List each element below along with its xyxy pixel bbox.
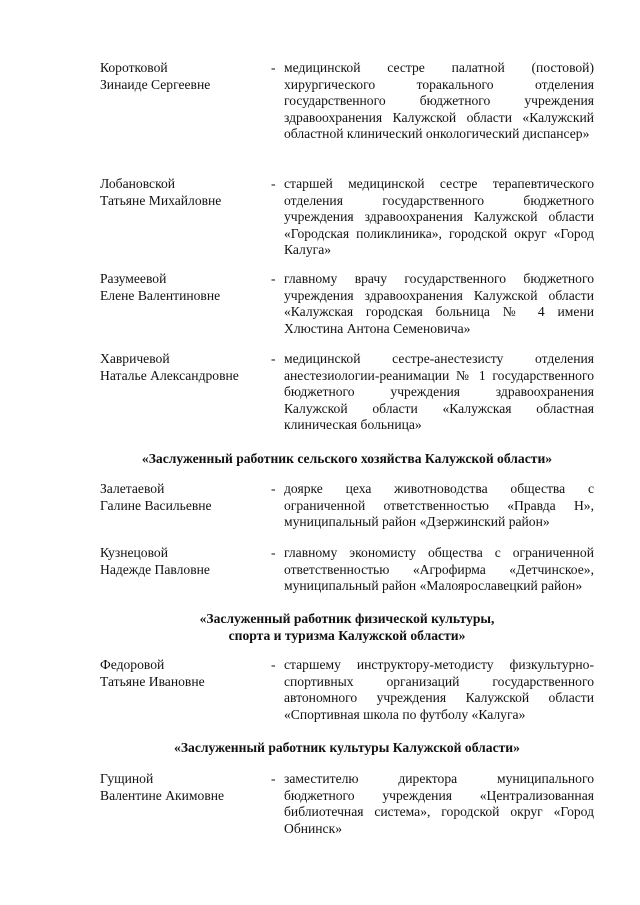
recipient-given-names: Татьяне Михайловне (100, 192, 222, 208)
dash-separator: - (271, 60, 276, 75)
recipient-surname: Разумеевой (100, 271, 167, 286)
recipient-surname: Гущиной (100, 771, 154, 786)
dash-separator: - (271, 176, 276, 191)
recipient-given-names: Валентине Акимовне (100, 787, 225, 803)
dash-separator: - (271, 271, 276, 286)
recipient-given-names: Зинаиде Сергеевне (100, 76, 211, 92)
recipient-name (100, 60, 270, 93)
recipient-name (100, 351, 270, 384)
recipient-given-names: Татьяне Ивановне (100, 673, 205, 689)
recipient-position: старшей медицинской сестре терапевтического отделения государственного бюджетного учреждения здравоохранения Калужской области «Городская поликлиника», городской округ «Город Калуга» (284, 176, 594, 258)
recipient-given-names: Наталье Александровне (100, 367, 239, 383)
dash-separator: - (271, 657, 276, 672)
dash-separator: - (271, 545, 276, 560)
recipient-given-names: Галине Васильевне (100, 497, 212, 513)
recipient-name (100, 176, 270, 209)
recipient-surname: Кузнецовой (100, 545, 168, 560)
award-title-heading (100, 611, 594, 644)
heading-line: «Заслуженный работник физической культуры, (199, 611, 495, 626)
recipient-surname: Залетаевой (100, 481, 165, 496)
recipient-position: медицинской сестре-анестезисту отделения анестезиологии-реанимации № 1 государственного бюджетного учреждения здравоохранения Калужской области «Калужская областная клиническая больница» (284, 351, 594, 433)
recipient-position: старшему инструктору-методисту физкультурно-спортивных организаций государственного автономного учреждения Калужской области «Спортивная школа по футболу «Калуга» (284, 657, 594, 722)
dash-separator: - (271, 771, 276, 786)
recipient-position: доярке цеха животноводства общества с ограниченной ответственностью «Правда Н», муниципальный район «Дзержинский район» (284, 481, 594, 530)
recipient-given-names: Елене Валентиновне (100, 287, 221, 303)
recipient-surname: Хавричевой (100, 351, 170, 366)
recipient-surname: Лобановской (100, 176, 176, 191)
recipient-surname: Коротковой (100, 60, 168, 75)
recipient-surname: Федоровой (100, 657, 165, 672)
recipient-position: главному врачу государственного бюджетного учреждения здравоохранения Калужской области «Калужская городская больница № 4 имени Хлюстина Антона Семеновича» (284, 271, 594, 336)
heading-line: спорта и туризма Калужской области» (228, 627, 466, 643)
recipient-position: главному экономисту общества с ограниченной ответственностью «Агрофирма «Детчинское», муниципальный район «Малоярославецкий район» (284, 545, 594, 594)
award-title-heading: «Заслуженный работник культуры Калужской области» (174, 740, 520, 755)
recipient-given-names: Надежде Павловне (100, 561, 210, 577)
recipient-position: заместителю директора муниципального бюджетного учреждения «Централизованная библиотечная система», городской округ «Город Обнинск» (284, 771, 594, 836)
award-title-heading: «Заслуженный работник сельского хозяйства Калужской области» (141, 451, 553, 466)
dash-separator: - (271, 351, 276, 366)
recipient-name (100, 481, 270, 514)
recipient-name (100, 657, 270, 690)
recipient-name (100, 271, 270, 304)
recipient-position: медицинской сестре палатной (постовой) хирургического торакального отделения государственного бюджетного учреждения здравоохранения Калужской области «Калужский областной клинический онкологический диспансер» (284, 60, 594, 142)
recipient-name (100, 545, 270, 578)
dash-separator: - (271, 481, 276, 496)
recipient-name (100, 771, 270, 804)
